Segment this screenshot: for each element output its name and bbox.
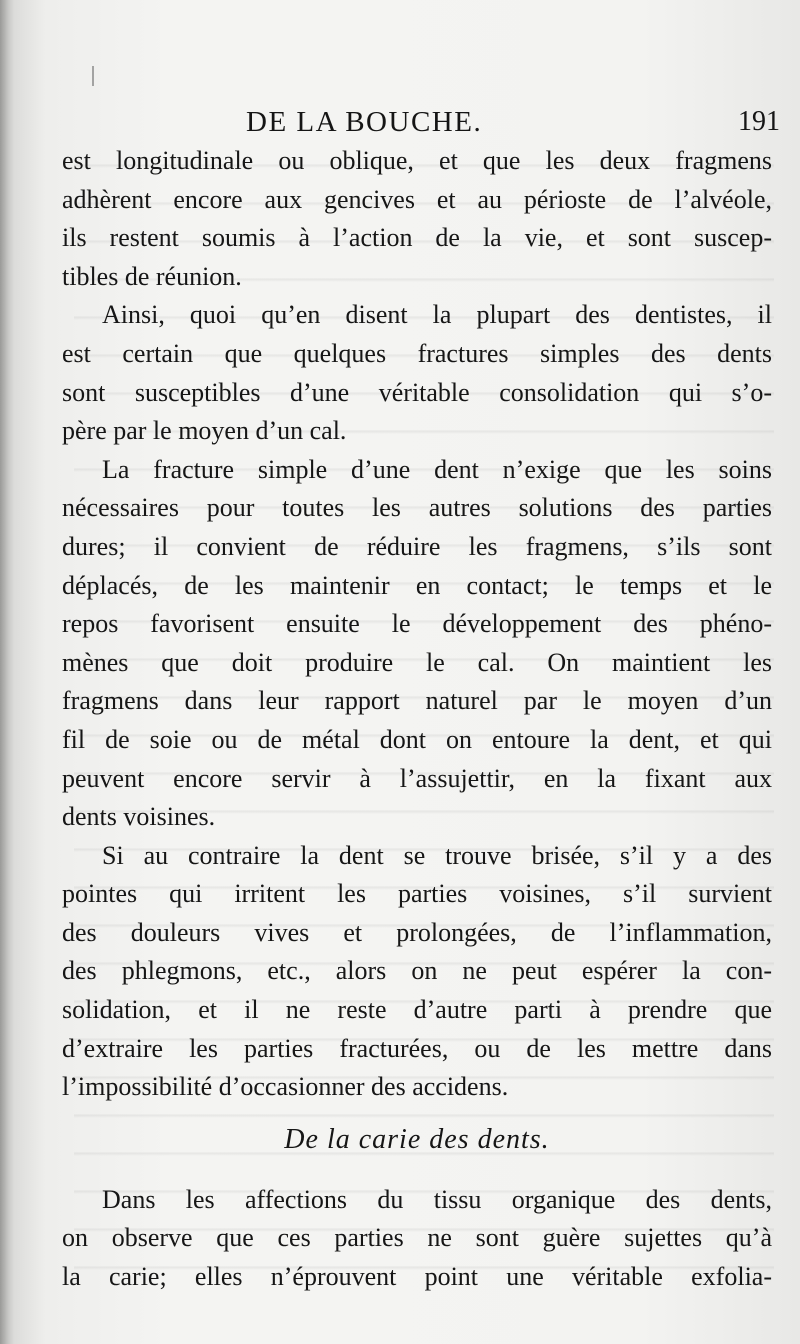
text-line: père par le moyen d’un cal. <box>62 416 347 446</box>
text-line: nécessaires pour toutes les autres solutions des parties <box>62 493 772 523</box>
text-line: des phlegmons, etc., alors on ne peut espérer la con- <box>62 956 772 986</box>
paragraph-caries <box>62 1181 772 1297</box>
text-line: fragmens dans leur rapport naturel par le moyen d’un <box>62 686 772 716</box>
paragraph-simple-fracture <box>62 451 772 837</box>
text-line: est longitudinale ou oblique, et que les deux fragmens <box>62 146 772 175</box>
text-line: déplacés, de les maintenir en contact; le temps et le <box>62 570 772 600</box>
text-line: l’impossibilité d’occasionner des accidens. <box>62 1072 509 1102</box>
text-line: La fracture simple d’une dent n’exige que les soins <box>102 454 772 484</box>
text-line: adhèrent encore aux gencives et au périoste de l’alvéole, <box>62 184 772 214</box>
text-line: Ainsi, quoi qu’en disent la plupart des dentistes, il <box>102 300 772 330</box>
text-line: peuvent encore servir à l’assujettir, en la fixant aux <box>62 763 772 793</box>
section-heading: De la carie des dents. <box>284 1123 550 1155</box>
paragraph-fracture-reunion <box>62 142 772 296</box>
book-page <box>14 0 800 1344</box>
text-line: des douleurs vives et prolongées, de l’inflammation, <box>62 917 772 947</box>
text-line: sont susceptibles d’une véritable consolidation qui s’o- <box>62 377 772 407</box>
running-title: DE LA BOUCHE. <box>246 106 483 138</box>
page-number: 191 <box>738 106 780 137</box>
body-text <box>62 142 772 1297</box>
text-line: d’extraire les parties fracturées, ou de les mettre dans <box>62 1033 772 1063</box>
text-line: Dans les affections du tissu organique des dents, <box>102 1184 772 1214</box>
text-line: Si au contraire la dent se trouve brisée, s’il y a des <box>102 840 772 870</box>
text-line: dents voisines. <box>62 802 216 832</box>
page-binding-edge <box>0 0 14 1344</box>
margin-mark <box>92 66 94 86</box>
running-head <box>14 104 800 144</box>
text-line: est certain que quelques fractures simples des dents <box>62 338 772 368</box>
text-line: on observe que ces parties ne sont guère sujettes qu’à <box>62 1223 772 1253</box>
text-line: la carie; elles n’éprouvent point une véritable exfolia- <box>62 1262 772 1292</box>
text-line: repos favorisent ensuite le développement des phéno- <box>62 609 772 639</box>
text-line: fil de soie ou de métal dont on entoure la dent, et qui <box>62 724 772 754</box>
text-line: pointes qui irritent les parties voisines, s’il survient <box>62 879 772 909</box>
text-line: ils restent soumis à l’action de la vie, et sont suscep- <box>62 223 772 253</box>
text-line: dures; il convient de réduire les fragmens, s’ils sont <box>62 531 772 561</box>
text-line: mènes que doit produire le cal. On maintient les <box>62 647 772 677</box>
text-line: solidation, et il ne reste d’autre parti à prendre que <box>62 995 772 1025</box>
text-line: tibles de réunion. <box>62 261 242 291</box>
paragraph-consolidation <box>62 296 772 450</box>
paragraph-broken-tooth <box>62 837 772 1107</box>
